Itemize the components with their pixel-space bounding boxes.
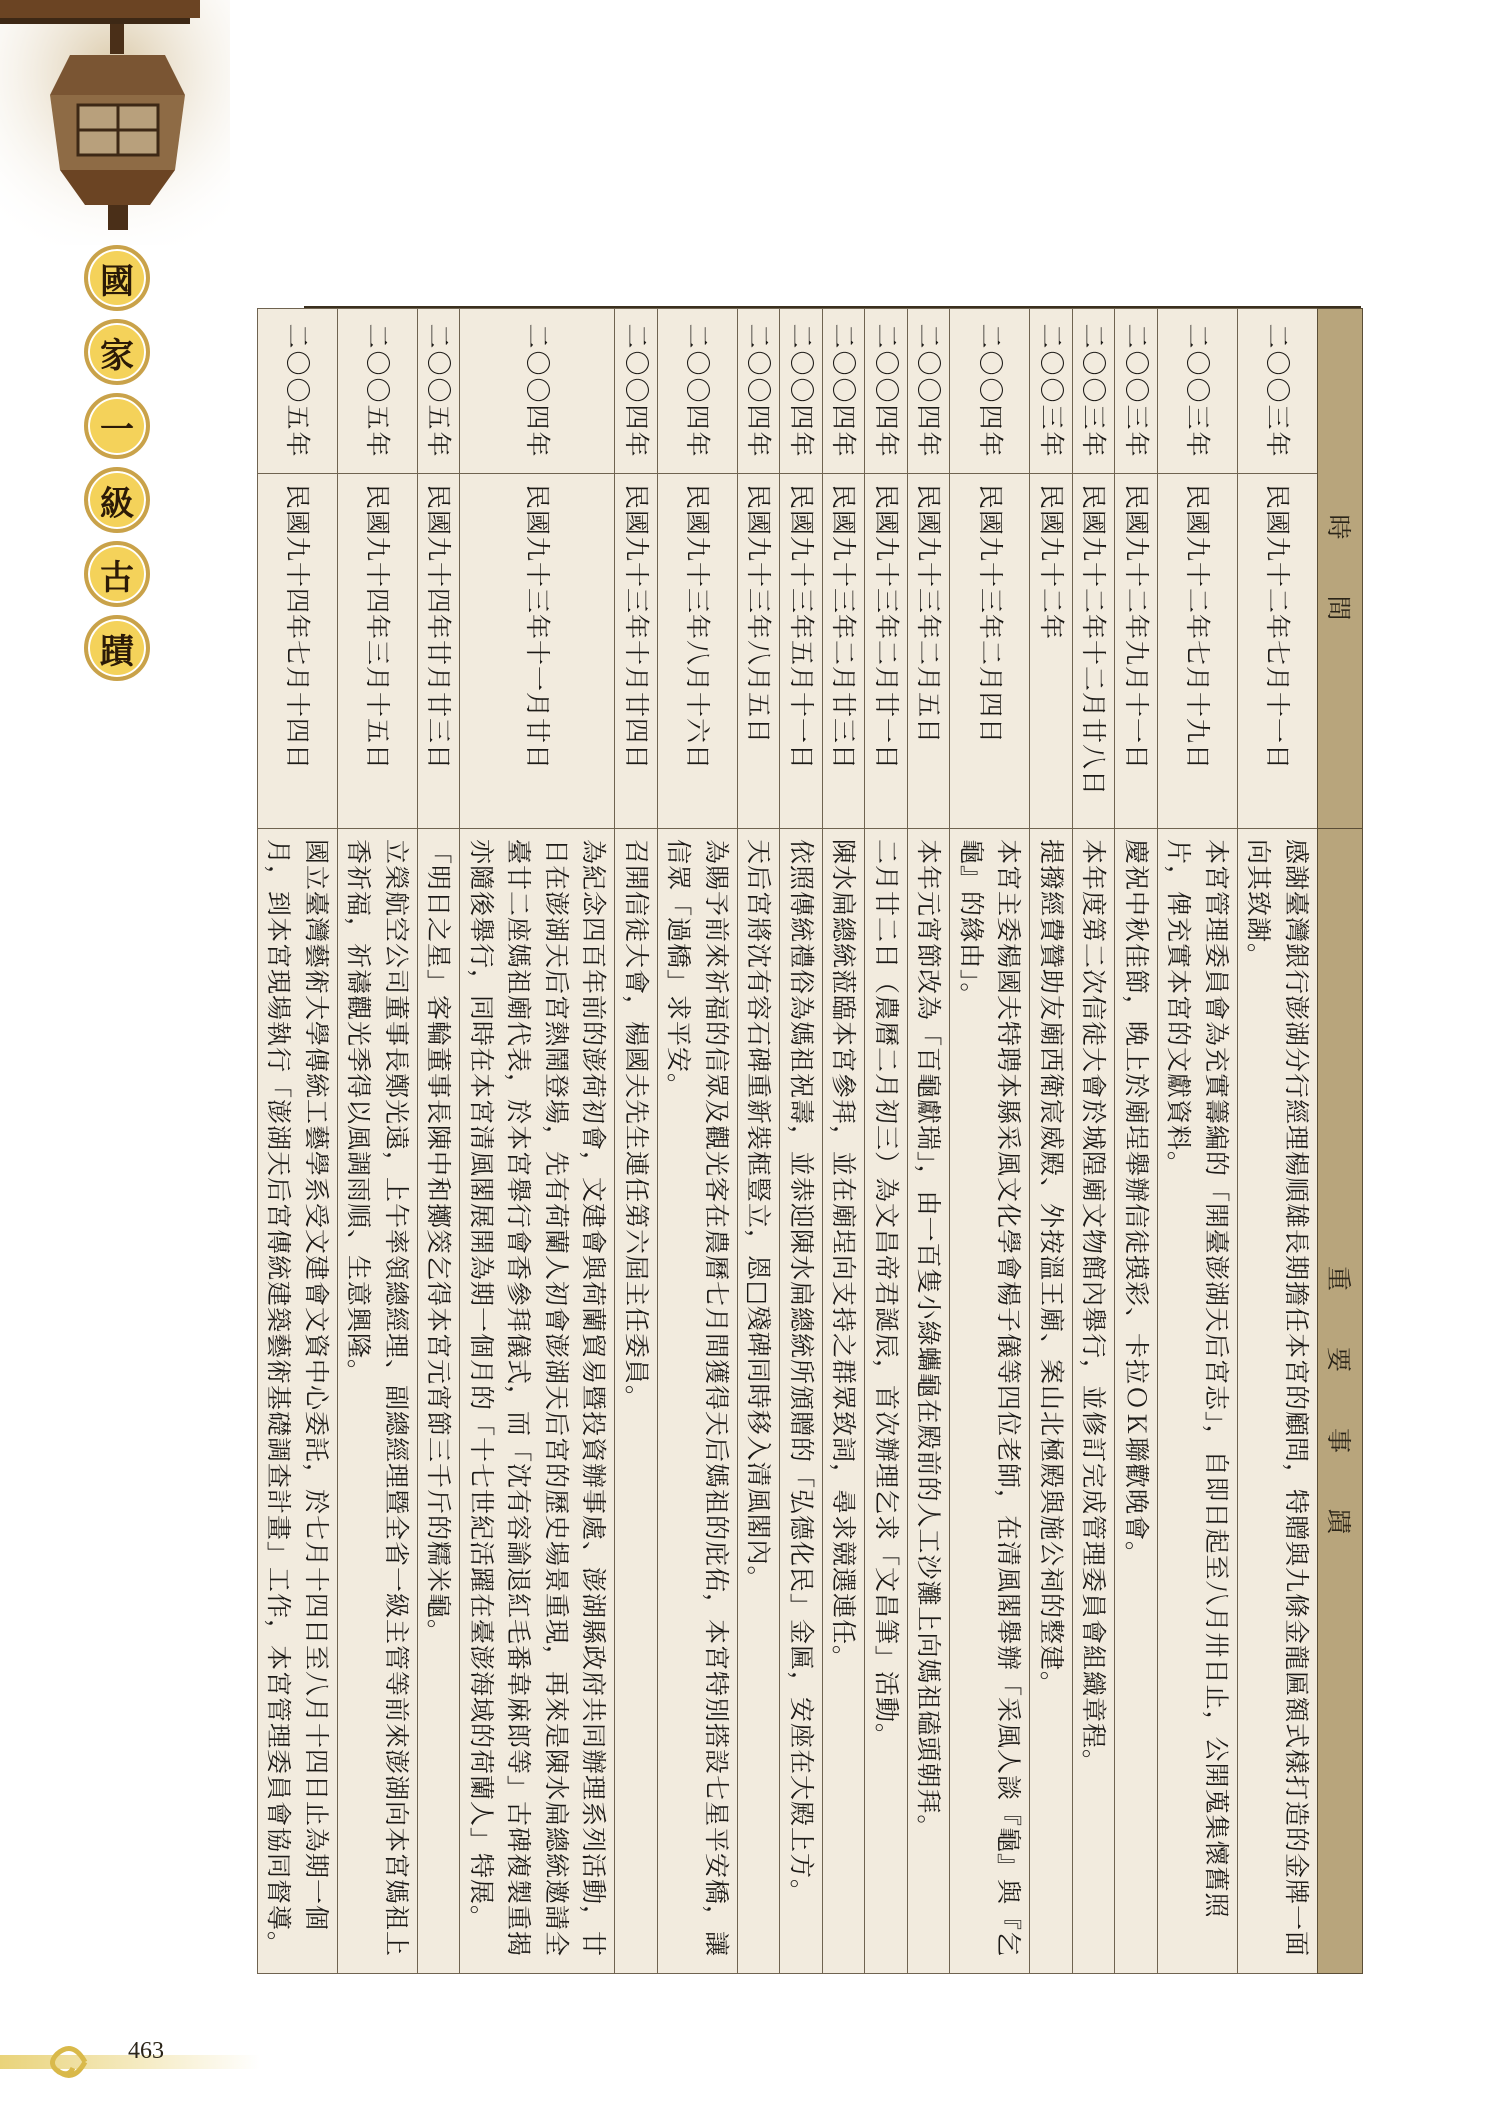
header-events: 重 要 事 蹟 [1318, 829, 1363, 1974]
row-event: 國立臺灣藝術大學傳統工藝學系受文建會文資中心委託，於七月十四日至八月十四日止為期一個月，到本宮現場執行「澎湖天后宮傳統建築藝術基礎調查計畫」工作，本宮管理委員會協同督導。 [258, 829, 338, 1974]
row-year: 二〇〇三年 [1238, 309, 1318, 474]
row-date: 民國九十四年三月十五日 [338, 474, 418, 829]
row-date: 民國九十二年七月十九日 [1158, 474, 1238, 829]
row-year: 二〇〇三年 [1073, 309, 1116, 474]
table-row [1238, 309, 1318, 1974]
row-event: 「明日之星」客輪董事長陳中和擲筊乞得本宮元宵節三千斤的糯米龜。 [418, 829, 461, 1974]
row-event: 本宮主委楊國夫特聘本縣采風文化學會楊子儀等四位老師，在清風閣舉辦「采風人談『龜』與『乞龜』的緣由」。 [950, 829, 1030, 1974]
row-year: 二〇〇四年 [738, 309, 781, 474]
series-title-char: 級 [84, 467, 150, 533]
row-event: 天后宮將沈有容石碑重新裝框豎立，恩□殘碑同時移入清風閣內。 [738, 829, 781, 1974]
row-year: 二〇〇四年 [908, 309, 951, 474]
row-event: 本年度第二次信徒大會於城隍廟文物館內舉行，並修訂完成管理委員會組織章程。 [1073, 829, 1116, 1974]
row-event: 二月廿二日（農曆二月初三）為文昌帝君誕辰，首次辦理乞求「文昌筆」活動。 [865, 829, 908, 1974]
table-row [1158, 309, 1238, 1974]
row-date: 民國九十三年十一月廿日 [460, 474, 615, 829]
header-time: 時 間 [1318, 309, 1363, 829]
row-year: 二〇〇五年 [338, 309, 418, 474]
row-date: 民國九十三年五月十一日 [780, 474, 823, 829]
row-date: 民國九十二年十二月廿八日 [1073, 474, 1116, 829]
row-event: 慶祝中秋佳節，晚上於廟埕舉辦信徒摸彩、卡拉ＯＫ聯歡晚會。 [1115, 829, 1158, 1974]
table-row [823, 309, 866, 1974]
table-row [1115, 309, 1158, 1974]
row-year: 二〇〇三年 [1115, 309, 1158, 474]
table-row [1030, 309, 1073, 1974]
row-year: 二〇〇四年 [823, 309, 866, 474]
row-date: 民國九十三年二月五日 [908, 474, 951, 829]
row-year: 二〇〇三年 [1158, 309, 1238, 474]
row-date: 民國九十四年七月十四日 [258, 474, 338, 829]
table-row [615, 309, 658, 1974]
row-year: 二〇〇三年 [1030, 309, 1073, 474]
table-row [865, 309, 908, 1974]
row-year: 二〇〇四年 [950, 309, 1030, 474]
row-event: 感謝臺灣銀行澎湖分行經理楊順雄長期擔任本宮的顧問，特贈與九條金龍匾額式樣打造的金牌一面向其致謝。 [1238, 829, 1318, 1974]
chronology-table-frame [264, 306, 1361, 1971]
series-title-char: 國 [84, 245, 150, 311]
row-year: 二〇〇四年 [460, 309, 615, 474]
series-title [83, 245, 151, 681]
table-row [908, 309, 951, 1974]
series-title-char: 一 [84, 393, 150, 459]
table-row [738, 309, 781, 1974]
row-event: 陳水扁總統蒞臨本宮參拜，並在廟埕向支持之群眾致詞，尋求競選連任。 [823, 829, 866, 1974]
row-date: 民國九十二年七月十一日 [1238, 474, 1318, 829]
table-row [338, 309, 418, 1974]
row-year: 二〇〇四年 [780, 309, 823, 474]
series-title-char: 蹟 [84, 615, 150, 681]
table-row [780, 309, 823, 1974]
row-year: 二〇〇四年 [615, 309, 658, 474]
row-date: 民國九十三年十月廿四日 [615, 474, 658, 829]
row-year: 二〇〇五年 [418, 309, 461, 474]
row-event: 依照傳統禮俗為媽祖祝壽，並恭迎陳水扁總統所頒贈的「弘德化民」金匾，安座在大殿上方。 [780, 829, 823, 1974]
chronology-table [257, 308, 1363, 1974]
row-date: 民國九十二年九月十一日 [1115, 474, 1158, 829]
row-event: 本宮管理委員會為充實籌編的「開臺澎湖天后宮志」，自即日起至八月卅日止，公開蒐集懷舊照片，俾充實本宮的文獻資料。 [1158, 829, 1238, 1974]
row-event: 為紀念四百年前的澎荷初會，文建會與荷蘭貿易暨投資辦事處、澎湖縣政府共同辦理系列活動，廿日在澎湖天后宮熱鬧登場，先有荷蘭人初會澎湖天后宮的歷史場景重現，再來是陳水扁總統邀請全臺廿二座媽祖廟代表，於本宮舉行會香參拜儀式，而「沈有容諭退紅毛番韋麻郎等」古碑複製重揭亦隨後舉行，同時在本宮清風閣展開為期一個月的「十七世紀活躍在臺澎海域的荷蘭人」特展。 [460, 829, 615, 1974]
row-event: 立榮航空公司董事長鄭光遠，上午率領總經理、副總經理暨全省一級主管等前來澎湖向本宮媽祖上香祈福，祈禱觀光季得以風調雨順、生意興隆。 [338, 829, 418, 1974]
table-row [460, 309, 615, 1974]
table-row [418, 309, 461, 1974]
row-year: 二〇〇五年 [258, 309, 338, 474]
table-row [658, 309, 738, 1974]
row-date: 民國九十三年二月廿一日 [865, 474, 908, 829]
row-date: 民國九十三年八月五日 [738, 474, 781, 829]
series-title-char: 古 [84, 541, 150, 607]
row-event: 本年元宵節改為「百龜獻瑞」，由一百隻小綠蠵龜在殿前的人工沙灘上向媽祖磕頭朝拜。 [908, 829, 951, 1974]
page-number: 463 [128, 2038, 164, 2064]
row-date: 民國九十四年廿月廿三日 [418, 474, 461, 829]
row-year: 二〇〇四年 [865, 309, 908, 474]
temple-lantern-decoration [0, 0, 230, 245]
row-date: 民國九十三年二月四日 [950, 474, 1030, 829]
series-title-char: 家 [84, 319, 150, 385]
row-year: 二〇〇四年 [658, 309, 738, 474]
table-row [258, 309, 338, 1974]
row-event: 為賜予前來祈福的信眾及觀光客在農曆七月間獲得天后媽祖的庇佑，本宮特別搭設七星平安橋，讓信眾「過橋」求平安。 [658, 829, 738, 1974]
row-date: 民國九十二年 [1030, 474, 1073, 829]
row-event: 召開信徒大會，楊國夫先生連任第六屆主任委員。 [615, 829, 658, 1974]
table-header-row [1318, 309, 1363, 1974]
table-row [1073, 309, 1116, 1974]
table-row [950, 309, 1030, 1974]
row-date: 民國九十三年八月十六日 [658, 474, 738, 829]
row-event: 提撥經費贊助友廟西衛宸威殿、外按溫王廟、案山北極殿與施公祠的整建。 [1030, 829, 1073, 1974]
row-date: 民國九十三年二月廿三日 [823, 474, 866, 829]
